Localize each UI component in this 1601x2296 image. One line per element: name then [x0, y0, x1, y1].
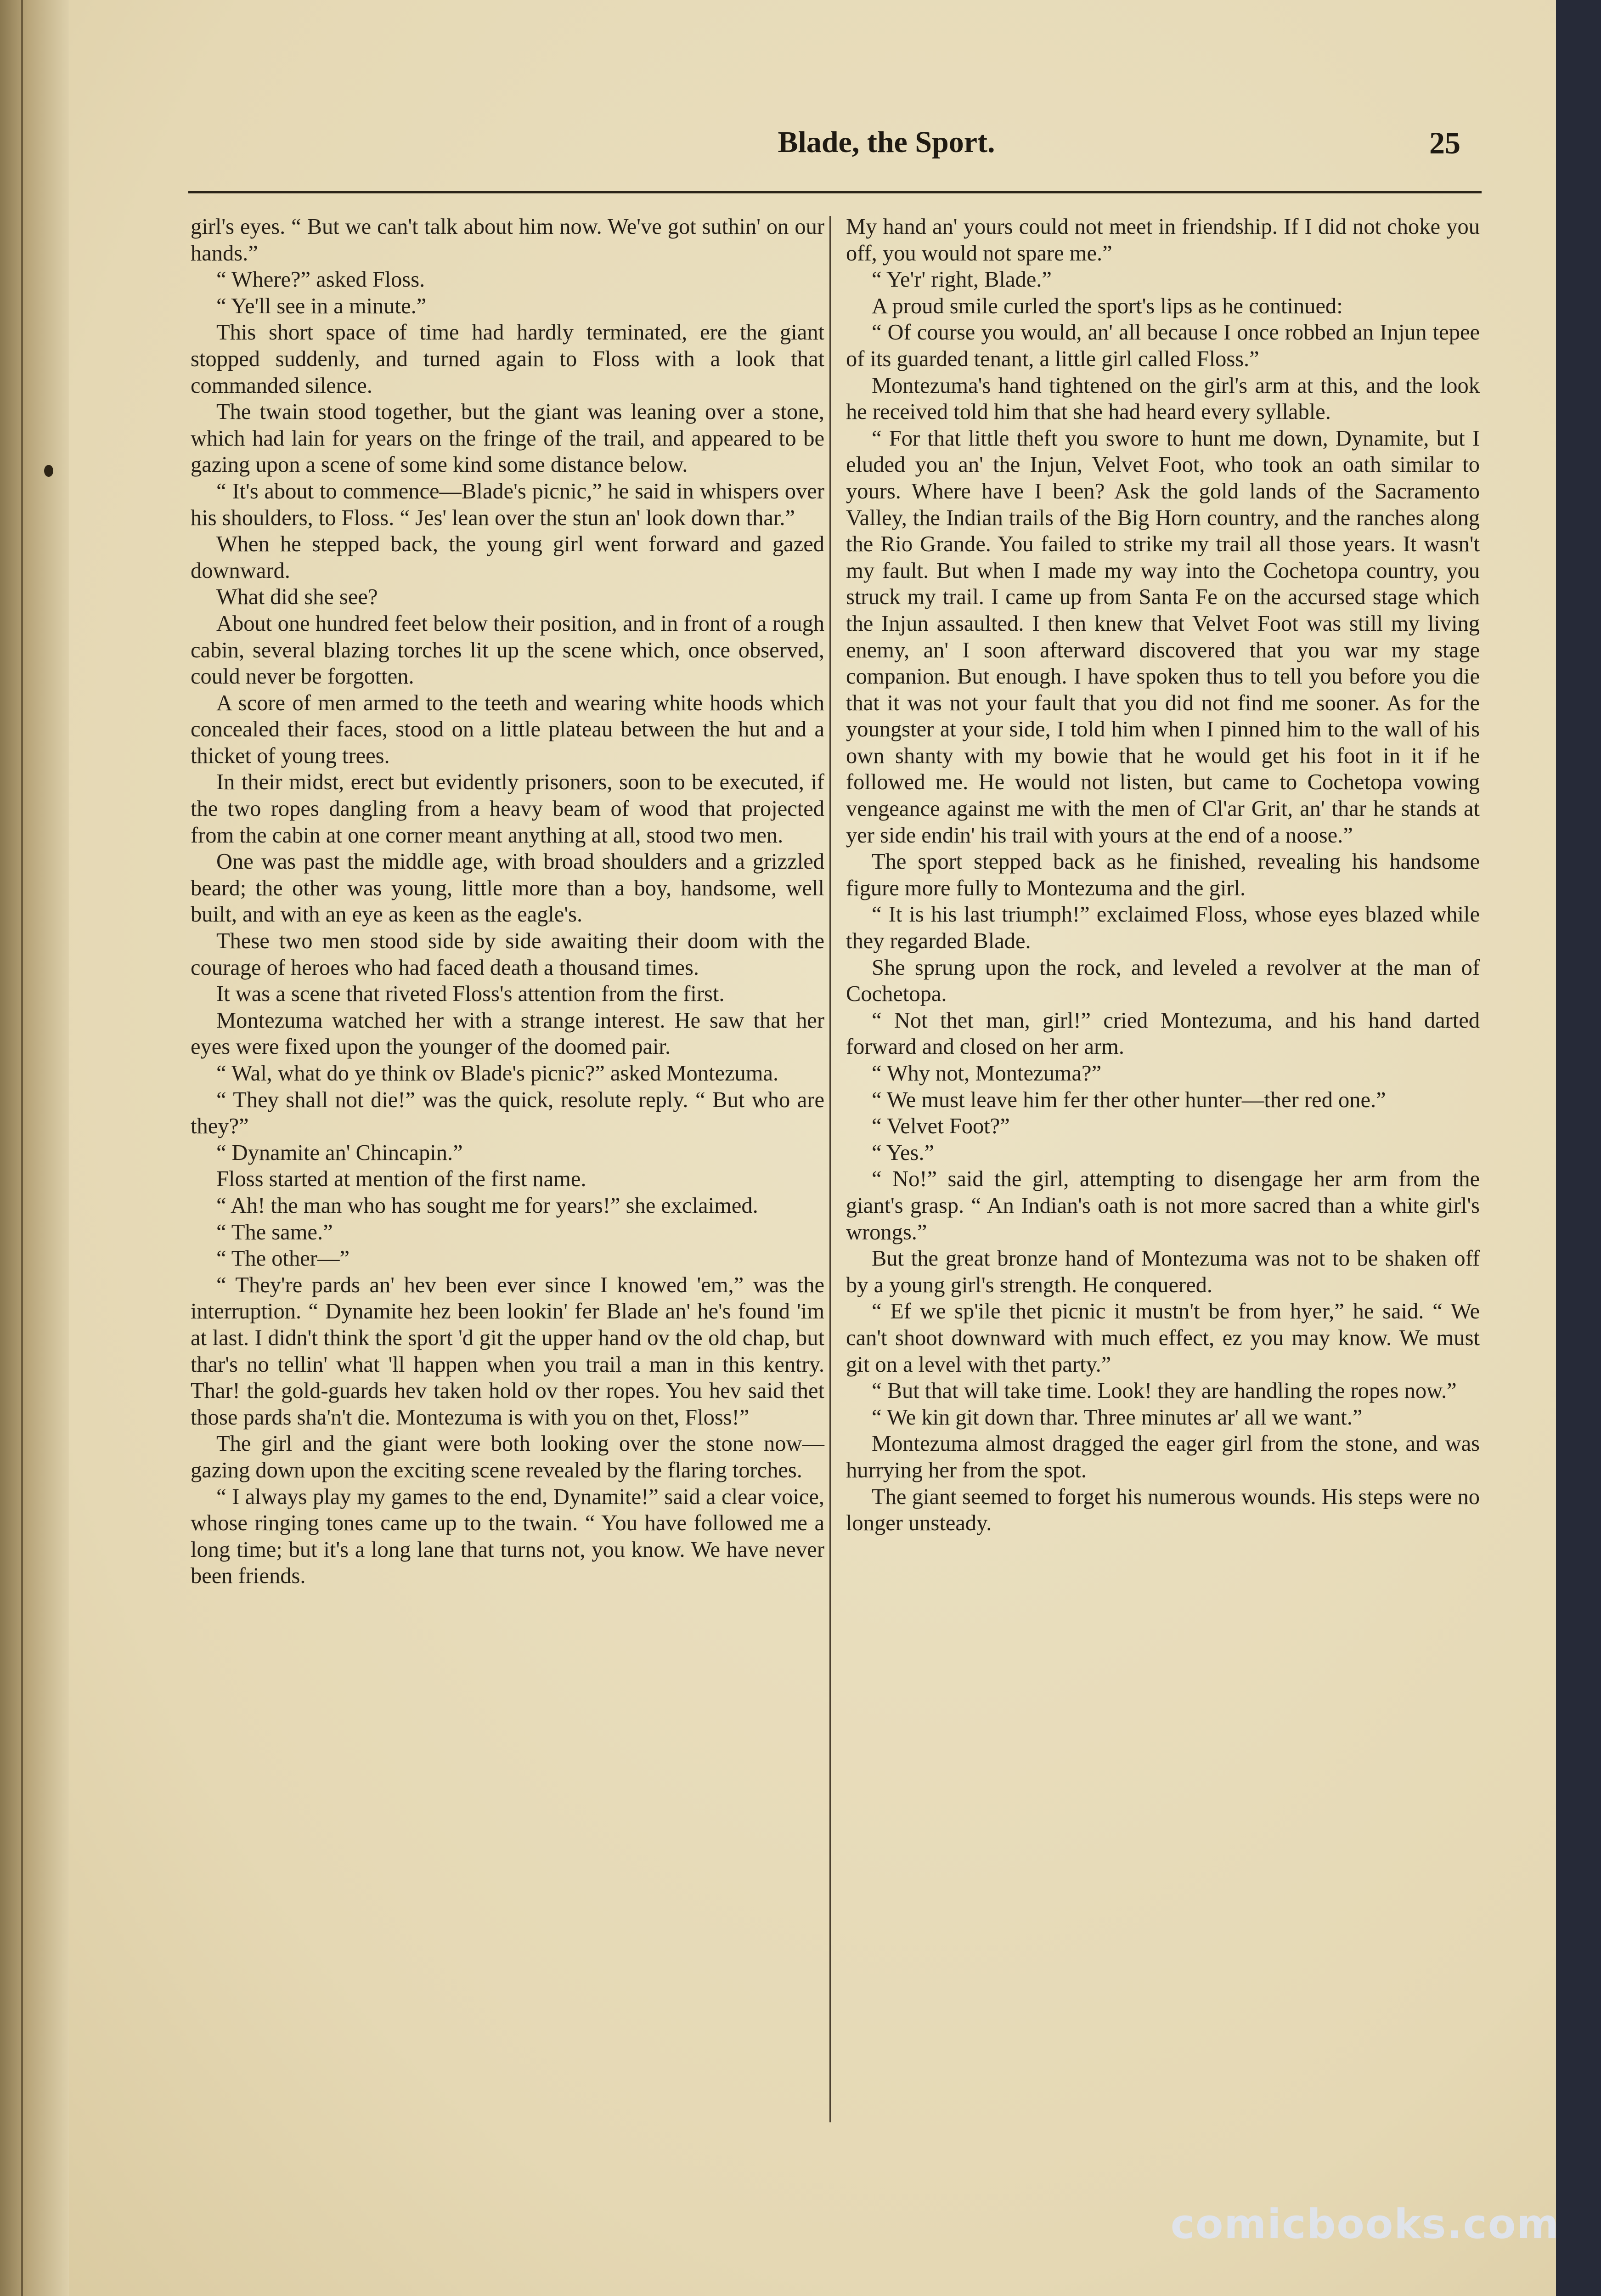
- paragraph: girl's eyes. “ But we can't talk about him now. We've got suthin' on our hands.”: [191, 215, 824, 266]
- paragraph: “ Yes.”: [872, 1140, 935, 1165]
- paragraph: Montezuma almost dragged the eager girl from the stone, and was hurrying her from the spot.: [846, 1431, 1480, 1482]
- paragraph: The sport stepped back as he finished, revealing his handsome figure more fully to Montezuma and the girl.: [846, 849, 1480, 900]
- column-divider: [829, 216, 831, 2122]
- paragraph: “ Not thet man, girl!” cried Montezuma, and his hand darted forward and closed on her arm.: [846, 1008, 1480, 1059]
- paragraph: “ Of course you would, an' all because I once robbed an Injun tepee of its guarded tenant, a little girl called Floss.”: [846, 320, 1480, 371]
- spine-fold: [21, 0, 23, 2296]
- paragraph: The giant seemed to forget his numerous wounds. His steps were no longer unsteady.: [846, 1484, 1480, 1536]
- paragraph: It was a scene that riveted Floss's attention from the first.: [216, 982, 725, 1007]
- paragraph: Montezuma's hand tightened on the girl's arm at this, and the look he received told him that she had heard every syllable.: [846, 373, 1480, 424]
- paragraph: “ Ye'll see in a minute.”: [216, 294, 427, 318]
- paragraph: The girl and the giant were both looking over the stone now—gazing down upon the exciting scene revealed by the flaring torches.: [191, 1431, 824, 1482]
- paragraph: “ The other—”: [216, 1246, 350, 1271]
- paragraph: She sprung upon the rock, and leveled a revolver at the man of Cochetopa.: [846, 955, 1480, 1007]
- paragraph: The twain stood together, but the giant was leaning over a stone, which had lain for years on the fringe of the trail, and appeared to be gazing upon a scene of some kind some distance below.: [191, 400, 824, 477]
- paragraph: About one hundred feet below their position, and in front of a rough cabin, several blazing torches lit up the scene which, once observed, could never be forgotten.: [191, 611, 824, 689]
- paragraph: These two men stood side by side awaiting their doom with the courage of heroes who had faced death a thousand times.: [191, 929, 824, 980]
- paragraph: “ Wal, what do ye think ov Blade's picnic?” asked Montezuma.: [216, 1061, 779, 1086]
- paragraph: “ I always play my games to the end, Dynamite!” said a clear voice, whose ringing tones came up to the twain. “ You have followed me a long time; but it's a long lane that turns not, you know. We have never been friends.: [191, 1484, 824, 1589]
- paragraph: When he stepped back, the young girl went forward and gazed downward.: [191, 532, 824, 583]
- paragraph: “ Ef we sp'ile thet picnic it mustn't be from hyer,” he said. “ We can't shoot downward with much effect, ez you may know. We must git on a level with thet party.”: [846, 1299, 1480, 1377]
- paragraph: “ But that will take time. Look! they are handling the ropes now.”: [872, 1379, 1457, 1403]
- paragraph: “ They're pards an' hev been ever since I knowed 'em,” was the interruption. “ Dynamite hez been lookin' fer Blade an' he's found 'im at last. I didn't think the sport 'd git the upper hand ov the old chap, but thar's no tellin' what 'll happen when you trail a man in this kentry. Thar! the gold-guards hev taken hold ov ther ropes. You hev said thet those pards sha'n't die. Montezuma is with you on thet, Floss!”: [191, 1272, 824, 1430]
- paragraph: A proud smile curled the sport's lips as he continued:: [872, 294, 1343, 318]
- paragraph: “ No!” said the girl, attempting to disengage her arm from the giant's grasp. “ An Indian's oath is not more sacred than a white girl's wrongs.”: [846, 1167, 1480, 1244]
- paragraph: One was past the middle age, with broad shoulders and a grizzled beard; the other was young, little more than a boy, handsome, well built, and with an eye as keen as the eagle's.: [191, 849, 824, 927]
- paragraph: “ Why not, Montezuma?”: [872, 1061, 1102, 1086]
- paragraph: “ It is his last triumph!” exclaimed Floss, whose eyes blazed while they regarded Blade.: [846, 902, 1480, 954]
- paragraph: “ For that little theft you swore to hunt me down, Dynamite, but I eluded you an' the Injun, Velvet Foot, who took an oath similar to yours. Where have I been? Ask the gold lands of the Sacramento Valley, the Indian trails of the Big Horn country, and the ranches along the Rio Grande. You failed to strike my trail all those years. It wasn't my fault. But when I made my way into the Cochetopa country, you struck my trail. I came up from Santa Fe on the accursed stage which the Injun assaulted. I then knew that Velvet Foot was still my living enemy, an' I soon afterward discovered that you war my stage companion. But enough. I have spoken thus to tell you before you die that it was not your fault that you did not find me sooner. As for the youngster at your side, I told him when I pinned him to the wall of his own shanty with my bowie that he would get his foot in it if he followed me. He would not listen, but came to Cochetopa vowing vengeance against me with the men of Cl'ar Grit, an' thar he stands at yer side endin' his trail with yours at the end of a noose.”: [846, 426, 1480, 848]
- paragraph: “ Where?” asked Floss.: [216, 267, 425, 292]
- running-header-title: Blade, the Sport.: [778, 125, 995, 159]
- paragraph: In their midst, erect but evidently prisoners, soon to be executed, if the two ropes dangling from a heavy beam of wood that projected from the cabin at one corner meant anything at all, stood two men.: [191, 770, 824, 848]
- binding-gutter: [0, 0, 69, 2296]
- paragraph: A score of men armed to the teeth and wearing white hoods which concealed their faces, stood on a little plateau between the hut and a thicket of young trees.: [191, 690, 824, 768]
- staple-mark: [44, 465, 53, 477]
- watermark-logo: comicbooks.com: [1170, 2200, 1560, 2248]
- paragraph: “ It's about to commence—Blade's picnic,” he said in whispers over his shoulders, to Floss. “ Jes' lean over the stun an' look down thar.”: [191, 479, 824, 530]
- paragraph: “ Dynamite an' Chincapin.”: [216, 1140, 463, 1165]
- paragraph: “ Ah! the man who has sought me for years!” she exclaimed.: [216, 1193, 758, 1218]
- paragraph: My hand an' yours could not meet in friendship. If I did not choke you off, you would not spare me.”: [846, 215, 1480, 266]
- paragraph: “ Ye'r' right, Blade.”: [872, 267, 1052, 292]
- paragraph: This short space of time had hardly terminated, ere the giant stopped suddenly, and turned again to Floss with a look that commanded silence.: [191, 320, 824, 398]
- page-number: 25: [1429, 125, 1460, 160]
- right-text-column: [846, 214, 1480, 1537]
- header-rule: [188, 191, 1482, 193]
- paragraph: “ They shall not die!” was the quick, resolute reply. “ But who are they?”: [191, 1087, 824, 1139]
- paragraph: But the great bronze hand of Montezuma was not to be shaken off by a young girl's strength. He conquered.: [846, 1246, 1480, 1297]
- paragraph: What did she see?: [216, 585, 378, 610]
- paragraph: Montezuma watched her with a strange interest. He saw that her eyes were fixed upon the younger of the doomed pair.: [191, 1008, 824, 1059]
- paragraph: “ The same.”: [216, 1220, 333, 1244]
- left-text-column: [191, 214, 824, 1589]
- paragraph: “ We must leave him fer ther other hunter—ther red one.”: [872, 1087, 1386, 1112]
- paragraph: Floss started at mention of the first name.: [216, 1167, 586, 1192]
- paragraph: “ Velvet Foot?”: [872, 1114, 1010, 1139]
- paragraph: “ We kin git down thar. Three minutes ar' all we want.”: [872, 1405, 1363, 1430]
